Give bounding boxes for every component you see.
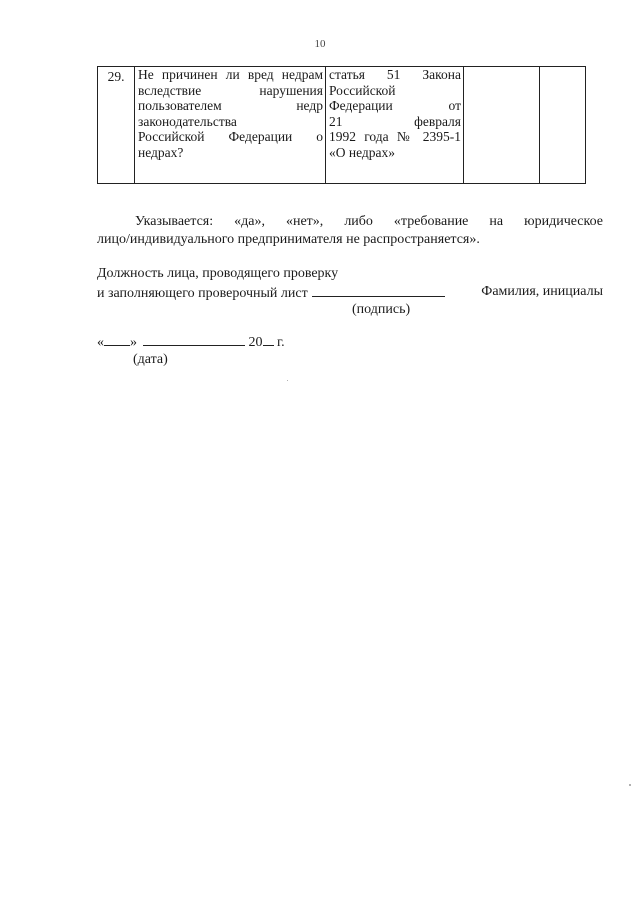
close-quote: » xyxy=(130,335,137,350)
signature-row xyxy=(97,283,603,303)
checklist-filler-label: и заполняющего проверочный лист xyxy=(97,286,308,301)
year-prefix: 20 xyxy=(248,335,263,350)
row-number: 29. xyxy=(98,67,135,184)
law-line: 21 февраля xyxy=(329,113,461,129)
signature-caption: (подпись) xyxy=(352,302,411,317)
law-line: Российской xyxy=(329,82,396,98)
question-line: законодательства xyxy=(138,113,237,129)
question-line: вследствие нарушения xyxy=(138,82,323,98)
year-blank[interactable] xyxy=(263,333,274,346)
note-line: лицо/индивидуального предпринимателя не распространяется». xyxy=(97,232,480,247)
month-blank[interactable] xyxy=(143,333,245,346)
signature-blank[interactable] xyxy=(312,283,445,297)
scan-speck xyxy=(629,784,631,786)
table-row xyxy=(98,67,586,184)
checklist-table xyxy=(97,66,586,184)
question-line: Российской Федерации о xyxy=(138,129,323,144)
law-line: Федерации от xyxy=(329,98,461,113)
date-caption: (дата) xyxy=(133,352,168,367)
inspector-position-label: Должность лица, проводящего проверку xyxy=(97,266,339,281)
note-line: Указывается: «да», «нет», либо «требование на юридическое xyxy=(135,214,603,229)
open-quote: « xyxy=(97,335,104,350)
scan-speck xyxy=(287,380,288,381)
law-reference-cell xyxy=(326,67,464,184)
comment-cell[interactable] xyxy=(540,67,586,184)
date-row xyxy=(97,333,285,352)
law-line: «О недрах» xyxy=(329,144,396,160)
question-line: Не причинен ли вред недрам xyxy=(138,67,323,82)
day-blank[interactable] xyxy=(104,333,130,346)
question-cell xyxy=(135,67,326,184)
note-paragraph xyxy=(97,213,603,249)
answer-cell[interactable] xyxy=(464,67,540,184)
question-line: пользователем недр xyxy=(138,98,323,113)
year-suffix: г. xyxy=(273,335,285,350)
law-line: статья 51 Закона xyxy=(329,67,461,82)
name-initials-label: Фамилия, инициалы xyxy=(481,284,603,299)
page-number: 10 xyxy=(314,38,326,50)
law-line: 1992 года № 2395-1 xyxy=(329,129,461,144)
question-line: недрах? xyxy=(138,144,184,160)
